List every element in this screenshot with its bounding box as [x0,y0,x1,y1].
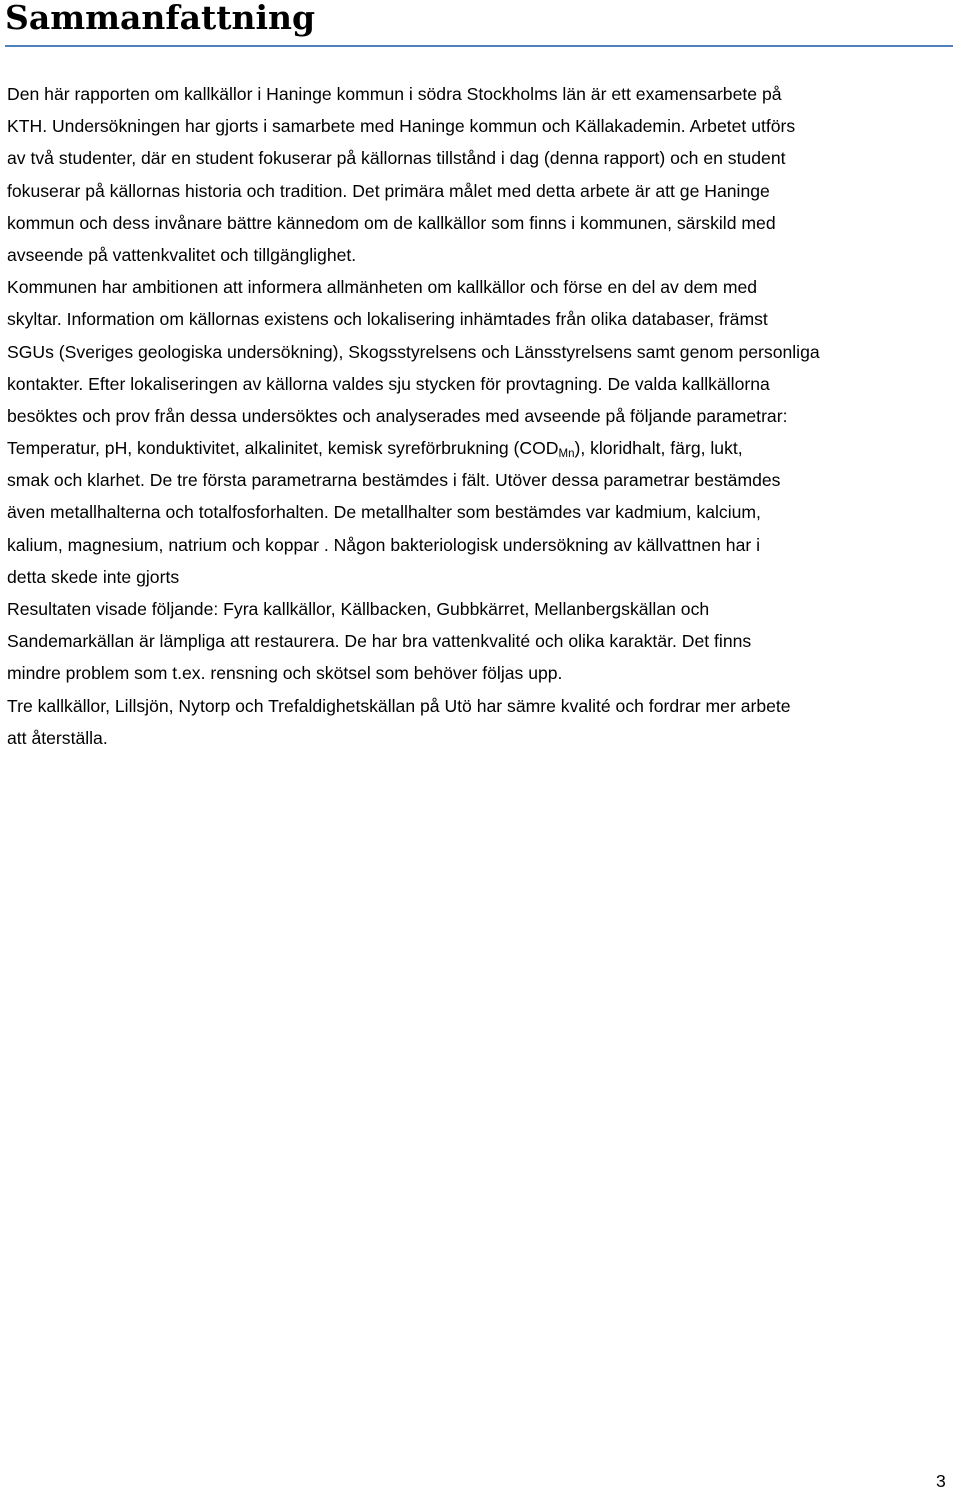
cod-line-end: ), kloridhalt, färg, lukt, [574,438,743,459]
text-line: avseende på vattenkvalitet och tillgänglighet. [7,244,357,265]
text-line: att återställa. [7,727,108,748]
text-line: besöktes och prov från dessa undersöktes och analyserades med avseende på följande parametrar: [7,405,788,426]
text-line: även metallhalterna och totalfosforhalten. De metallhalter som bestämdes var kadmium, kalcium, [7,502,761,523]
text-line: kommun och dess invånare bättre kännedom om de kallkällor som finns i kommunen, särskild med [7,212,776,233]
text-line: kalium, magnesium, natrium och koppar . Någon bakteriologisk undersökning av källvattnen har i [7,534,761,555]
title-divider [5,45,953,47]
summary-body [7,78,957,754]
text-line: Sandemarkällan är lämpliga att restaurera. De har bra vattenkvalité och olika karaktär. Det finns [7,631,752,652]
text-line: Tre kallkällor, Lillsjön, Nytorp och Trefaldighetskällan på Utö har sämre kvalité och fordrar mer arbete [7,695,791,716]
text-line: Kommunen har ambitionen att informera allmänheten om kallkällor och förse en del av dem med [7,277,758,298]
text-line: mindre problem som t.ex. rensning och skötsel som behöver följas upp. [7,663,563,684]
text-line: av två studenter, där en student fokuserar på källornas tillstånd i dag (denna rapport) och en student [7,148,786,169]
text-line: fokuserar på källornas historia och tradition. Det primära målet med detta arbete är att ge Haninge [7,180,770,201]
page-title: Sammanfattning [5,0,316,37]
text-line: detta skede inte gjorts [7,566,180,587]
text-line: KTH. Undersökningen har gjorts i samarbete med Haninge kommun och Källakademin. Arbetet utförs [7,116,796,137]
text-line: smak och klarhet. De tre första parametrarna bestämdes i fält. Utöver dessa parametrar bestämdes [7,470,781,491]
cod-subscript: Mn [558,448,575,461]
text-line: Den här rapporten om kallkällor i Haninge kommun i södra Stockholms län är ett examensarbete på [7,84,782,104]
cod-line-start: Temperatur, pH, konduktivitet, alkalinitet, kemisk syreförbrukning (COD [7,438,559,459]
text-line: SGUs (Sveriges geologiska undersökning), Skogsstyrelsens och Länsstyrelsens samt genom personliga [7,341,820,362]
page-number: 3 [936,1471,946,1491]
text-line: skyltar. Information om källornas existens och lokalisering inhämtades från olika databaser, främst [7,309,768,330]
text-line: Resultaten visade följande: Fyra kallkällor, Källbacken, Gubbkärret, Mellanbergskällan och [7,599,710,619]
cod-parameter-line [7,432,957,464]
text-line: kontakter. Efter lokaliseringen av källorna valdes sju stycken för provtagning. De valda kallkällorna [7,373,770,394]
